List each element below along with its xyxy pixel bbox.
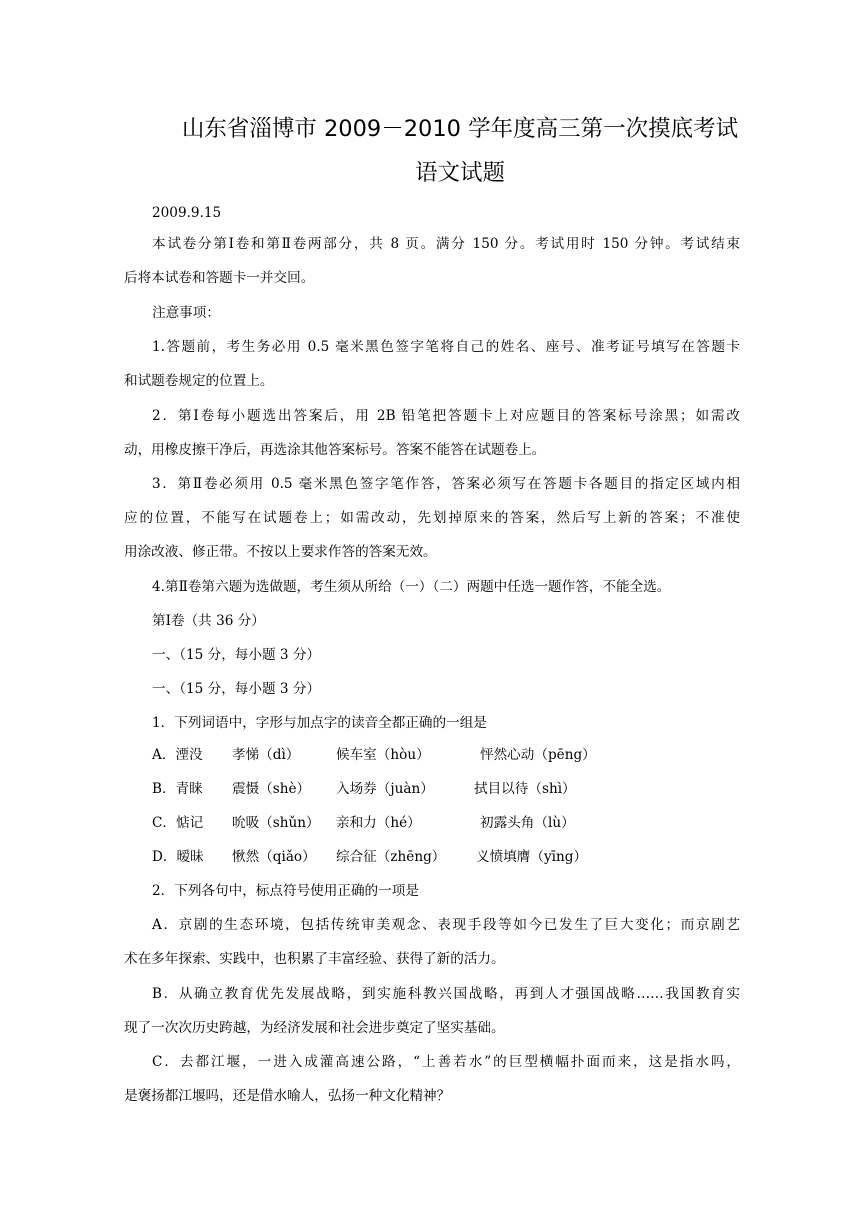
note-3-line-1: 3．第Ⅱ卷必须用 0.5 毫米黑色签字笔作答，答案必须写在答题卡各题目的指定区域内相: [152, 476, 740, 492]
option-item: 候车室（hòu）: [336, 747, 430, 763]
option-item: 入场券（juàn）: [336, 781, 434, 797]
option-item: 亲和力（hé）: [336, 815, 421, 831]
section-heading: 一、（15 分，每小题 3 分）: [152, 647, 321, 663]
note-3-line-3: 用涂改液、修正带。不按以上要求作答的答案无效。: [124, 544, 437, 560]
note-1-line-2: 和试题卷规定的位置上。: [124, 373, 274, 389]
exam-subtitle: 语文试题: [414, 160, 505, 186]
q2-option-b-line-1: B．从确立教育优先发展战略，到实施科教兴国战略，再到人才强国战略……我国教育实: [152, 986, 740, 1002]
note-2-line-2: 动，用橡皮擦干净后，再选涂其他答案标号。答案不能答在试题卷上。: [124, 442, 546, 458]
option-item: 吮吸（shǔn）: [232, 815, 320, 831]
intro-line-2: 后将本试卷和答题卡一并交回。: [124, 270, 315, 286]
option-word: C．惦记: [152, 815, 204, 831]
q1-stem: 1．下列词语中，字形与加点字的读音全都正确的一组是: [152, 715, 487, 731]
note-1-line-1: 1.答题前，考生务必用 0.5 毫米黑色签字笔将自己的姓名、座号、准考证号填写在答题卡: [152, 339, 740, 355]
option-item: 孝悌（dì）: [232, 747, 300, 763]
q2-option-c-line-2: 是褒扬都江堰吗，还是借水喻人，弘扬一种文化精神？: [124, 1088, 451, 1104]
option-item: 震慑（shè）: [232, 781, 311, 797]
exam-date: 2009.9.15: [152, 205, 222, 221]
option-item: 拭目以待（shì）: [474, 781, 576, 797]
option-item: 愀然（qiǎo）: [232, 849, 316, 865]
section-heading: 一、（15 分，每小题 3 分）: [152, 681, 321, 697]
option-word: D．暧昧: [152, 849, 204, 865]
option-item: 怦然心动（pēng）: [480, 747, 596, 763]
intro-line-1: 本试卷分第Ⅰ卷和第Ⅱ卷两部分，共 8 页。满分 150 分。考试用时 150 分钟。考试结束: [152, 236, 740, 252]
part1-heading: 第Ⅰ卷（共 36 分）: [152, 613, 265, 629]
note-4-line-1: 4.第Ⅱ卷第六题为选做题，考生须从所给（一）（二）两题中任选一题作答，不能全选。: [152, 579, 671, 595]
option-item: 义愤填膺（yīng）: [476, 849, 588, 865]
note-3-line-2: 应的位置，不能写在试题卷上；如需改动，先划掉原来的答案，然后写上新的答案；不准使: [124, 510, 740, 526]
q2-option-b-line-2: 现了一次次历史跨越，为经济发展和社会进步奠定了坚实基础。: [124, 1020, 505, 1036]
note-2-line-1: 2．第Ⅰ卷每小题选出答案后，用 2B 铅笔把答题卡上对应题目的答案标号涂黑；如需改: [152, 408, 740, 424]
option-word: B．青睐: [152, 781, 203, 797]
notice-heading: 注意事项：: [152, 305, 220, 321]
q2-option-a-line-1: A．京剧的生态环境，包括传统审美观念、表现手段等如今已发生了巨大变化；而京剧艺: [152, 917, 740, 933]
q2-option-a-line-2: 术在多年探索、实践中，也积累了丰富经验、获得了新的活力。: [124, 951, 505, 967]
option-word: A．湮没: [152, 747, 203, 763]
q2-stem: 2．下列各句中，标点符号使用正确的一项是: [152, 883, 419, 899]
q2-option-c-line-1: C．去都江堰，一进入成灌高速公路，“上善若水”的巨型横幅扑面而来，这是指水吗，: [152, 1054, 740, 1070]
exam-title: 山东省淄博市 2009－2010 学年度高三第一次摸底考试: [181, 116, 739, 142]
option-item: 综合征（zhēng）: [336, 849, 446, 865]
option-item: 初露头角（lù）: [480, 815, 575, 831]
